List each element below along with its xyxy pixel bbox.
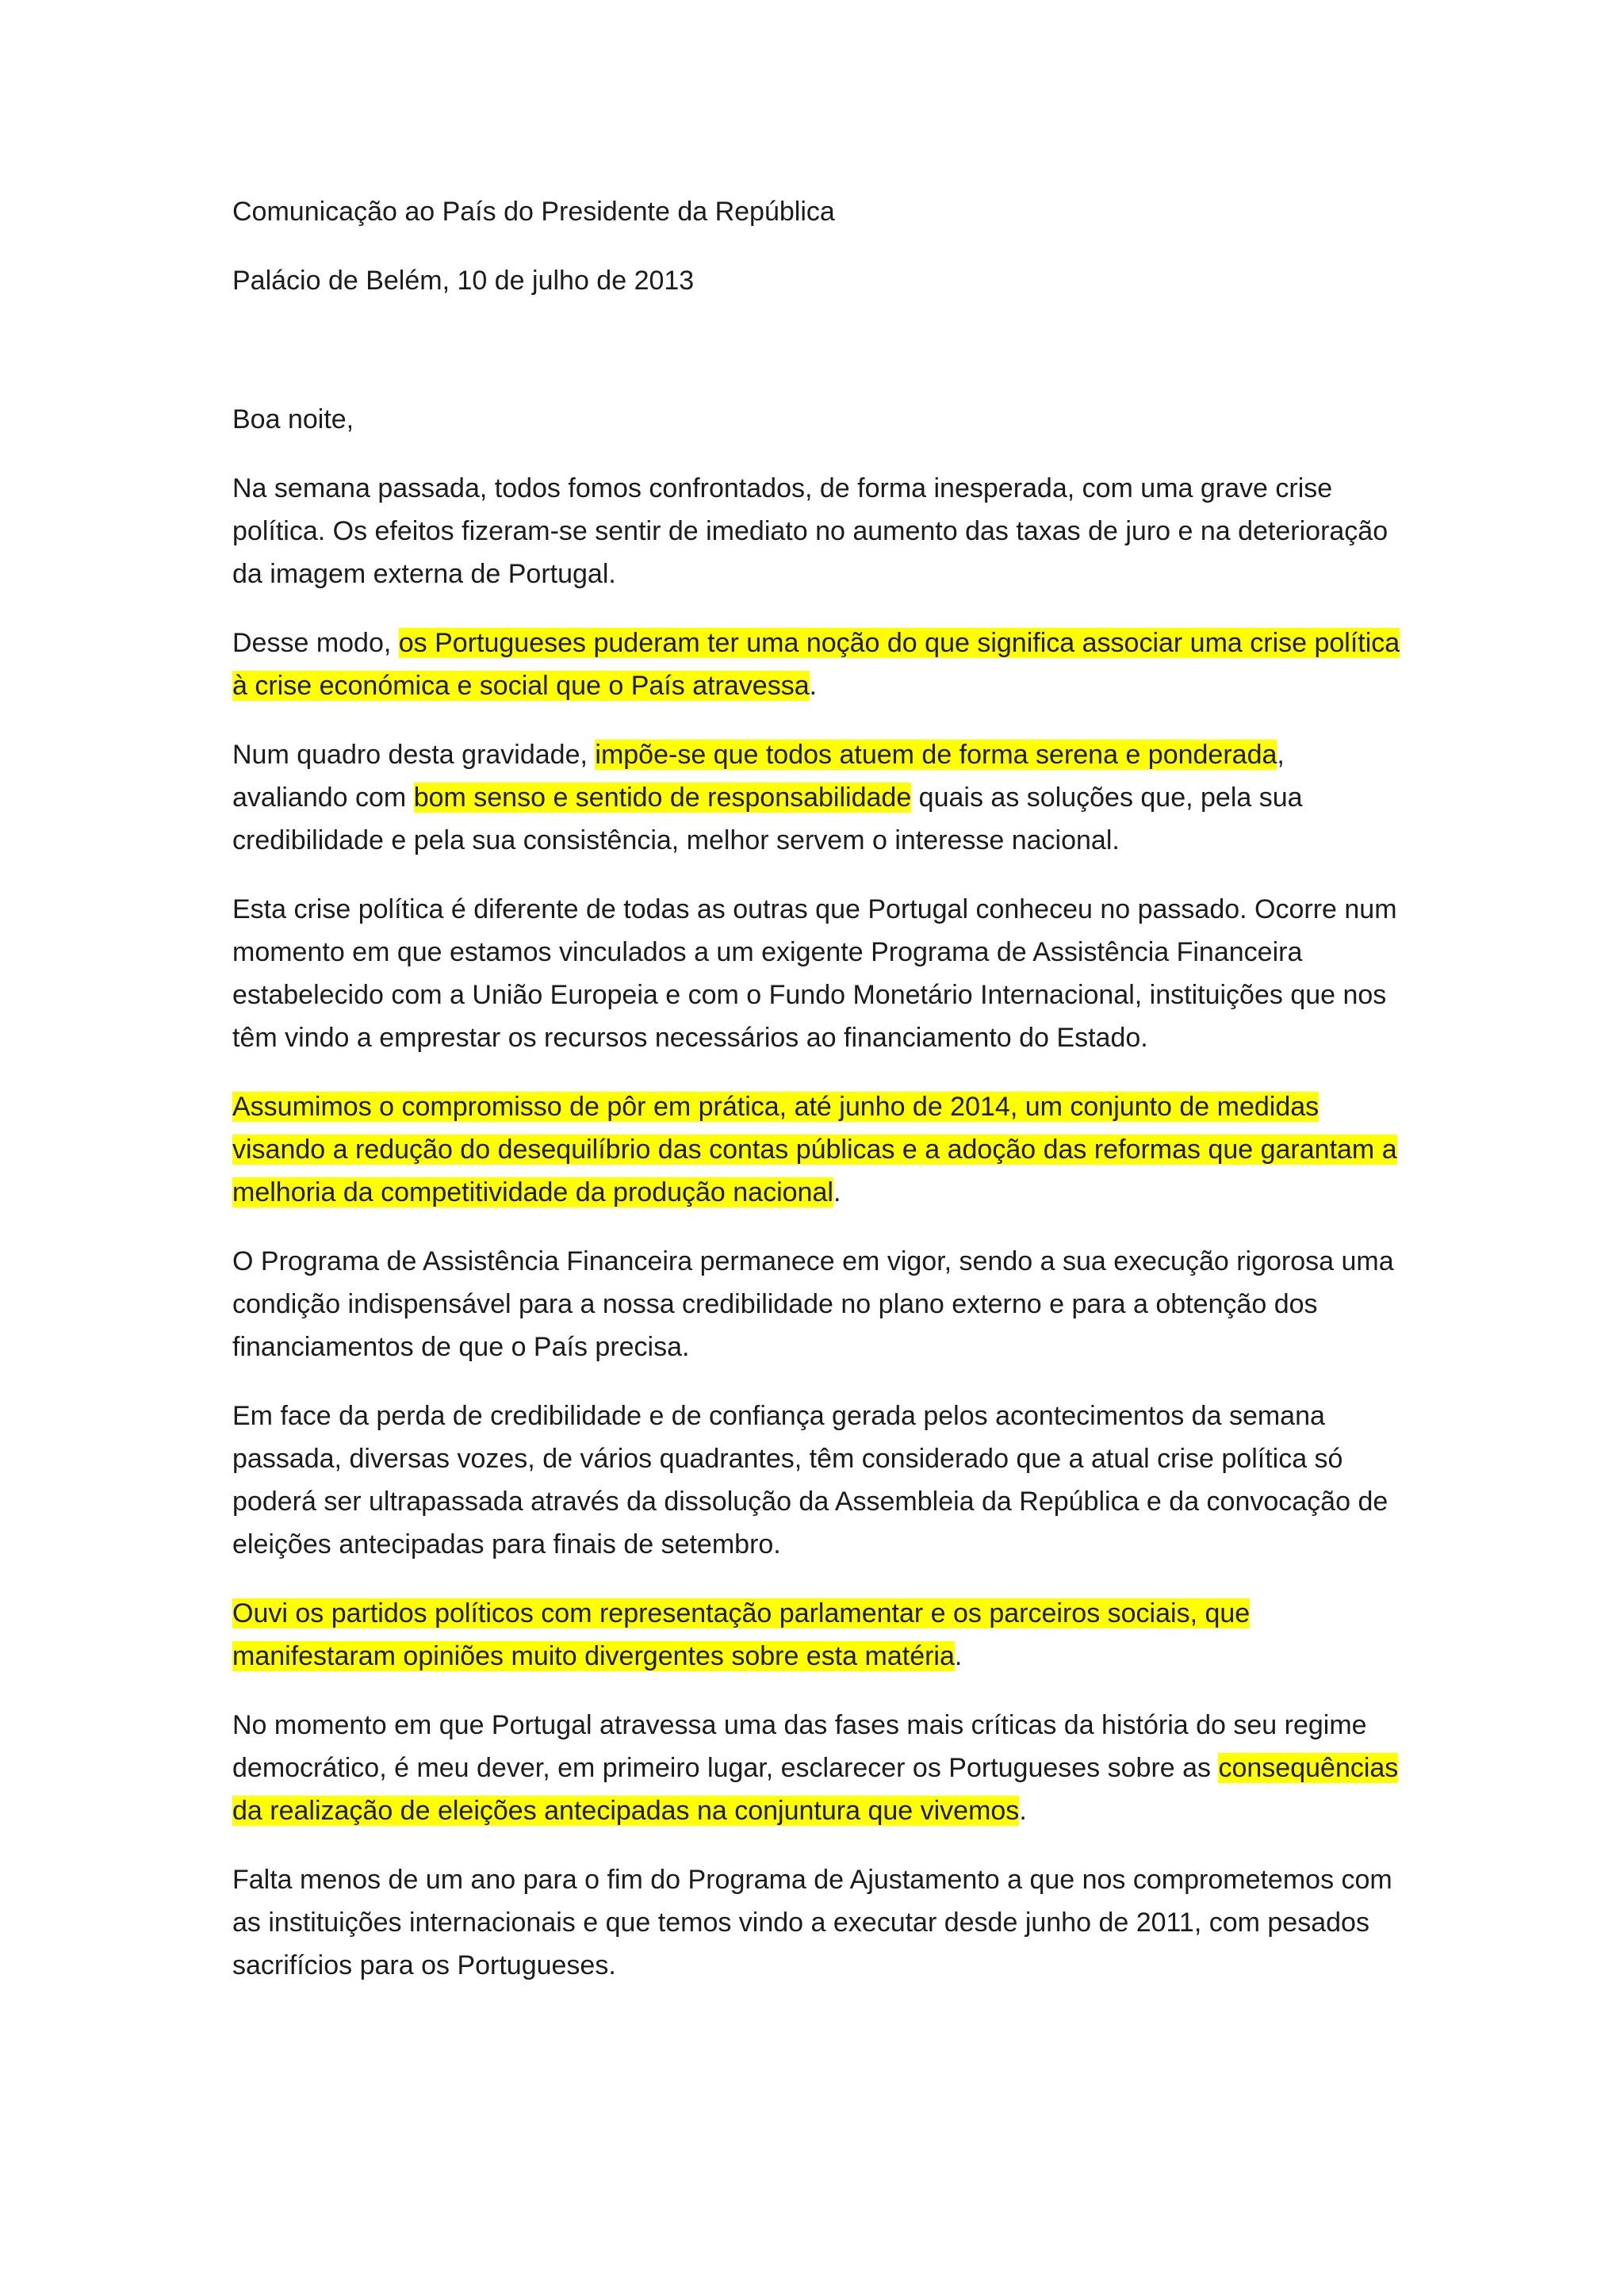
body-paragraph: [232, 1704, 1402, 1832]
paragraph-text: O Programa de Assistência Financeira permanece em vigor, sendo a sua execução rigorosa uma condição indispensável para a nossa credibilidade no plano externo e para a obtenção dos financiamentos de que o País precisa.: [232, 1246, 1394, 1362]
paragraph-text: Esta crise política é diferente de todas as outras que Portugal conheceu no passado. Ocorre num momento em que estamos vinculados a um exigente Programa de Assistência Financeira estabelecido com a União Europeia e com o Fundo Monetário Internacional, instituições que nos têm vindo a emprestar os recursos necessários ao financiamento do Estado.: [232, 894, 1397, 1053]
paragraph-text: Num quadro desta gravidade,: [232, 740, 596, 770]
paragraph-text: quais as soluções que, pela sua credibilidade e pela sua consistência, melhor servem o interesse nacional.: [232, 783, 1303, 855]
highlighted-text: consequências da realização de eleições antecipadas na conjuntura que vivemos: [232, 1753, 1399, 1826]
document-title: Comunicação ao País do Presidente da República: [232, 197, 835, 227]
paragraph-text: , avaliando com: [232, 740, 1285, 813]
highlighted-text: Assumimos o compromisso de pôr em prática, até junho de 2014, um conjunto de medidas visando a redução do desequilíbrio das contas públicas e a adoção das reformas que garantam a melhoria da competitividade da produção nacional: [232, 1092, 1397, 1207]
paragraph-text: .: [954, 1641, 963, 1671]
paragraph-text: Desse modo,: [232, 628, 399, 658]
paragraph-text: .: [833, 1177, 841, 1207]
paragraph-text: .: [809, 671, 818, 701]
paragraph-text: Falta menos de um ano para o fim do Programa de Ajustamento a que nos comprometemos com as instituições internacionais e que temos vindo a executar desde junho de 2011, com pesados sacrifícios para os Portugueses.: [232, 1865, 1392, 1980]
paragraph-text: Na semana passada, todos fomos confrontados, de forma inesperada, com uma grave crise política. Os efeitos fizeram-se sentir de imediato no aumento das taxas de juro e na deterioração da imagem externa de Portugal.: [232, 473, 1388, 589]
body-paragraph: [232, 1085, 1402, 1214]
body-paragraph: [232, 733, 1402, 862]
body-paragraphs: [232, 467, 1402, 1987]
body-paragraph: [232, 1592, 1402, 1678]
document-page: [232, 190, 1402, 1987]
body-paragraph: [232, 1240, 1402, 1368]
highlighted-text: Ouvi os partidos políticos com representação parlamentar e os parceiros sociais, que manifestaram opiniões muito divergentes sobre esta matéria: [232, 1598, 1251, 1671]
place-and-date: Palácio de Belém, 10 de julho de 2013: [232, 266, 695, 296]
greeting: Boa noite,: [232, 404, 354, 434]
paragraph-text: No momento em que Portugal atravessa uma das fases mais críticas da história do seu regime democrático, é meu dever, em primeiro lugar, esclarecer os Portugueses sobre as: [232, 1710, 1367, 1783]
paragraph-text: Em face da perda de credibilidade e de confiança gerada pelos acontecimentos da semana passada, diversas vozes, de vários quadrantes, têm considerado que a atual crise política só poderá ser ultrapassada através da dissolução da Assembleia da República e da convocação de eleições antecipadas para finais de setembro.: [232, 1401, 1388, 1559]
highlighted-text: os Portugueses puderam ter uma noção do que significa associar uma crise política à crise económica e social que o País atravessa: [232, 628, 1400, 701]
body-paragraph: [232, 622, 1402, 707]
body-paragraph: [232, 467, 1402, 595]
body-paragraph: [232, 888, 1402, 1059]
highlighted-text: impõe-se que todos atuem de forma serena e ponderada: [595, 740, 1277, 770]
paragraph-text: .: [1019, 1796, 1027, 1826]
body-paragraph: [232, 1395, 1402, 1566]
body-paragraph: [232, 1858, 1402, 1987]
highlighted-text: bom senso e sentido de responsabilidade: [413, 783, 912, 813]
